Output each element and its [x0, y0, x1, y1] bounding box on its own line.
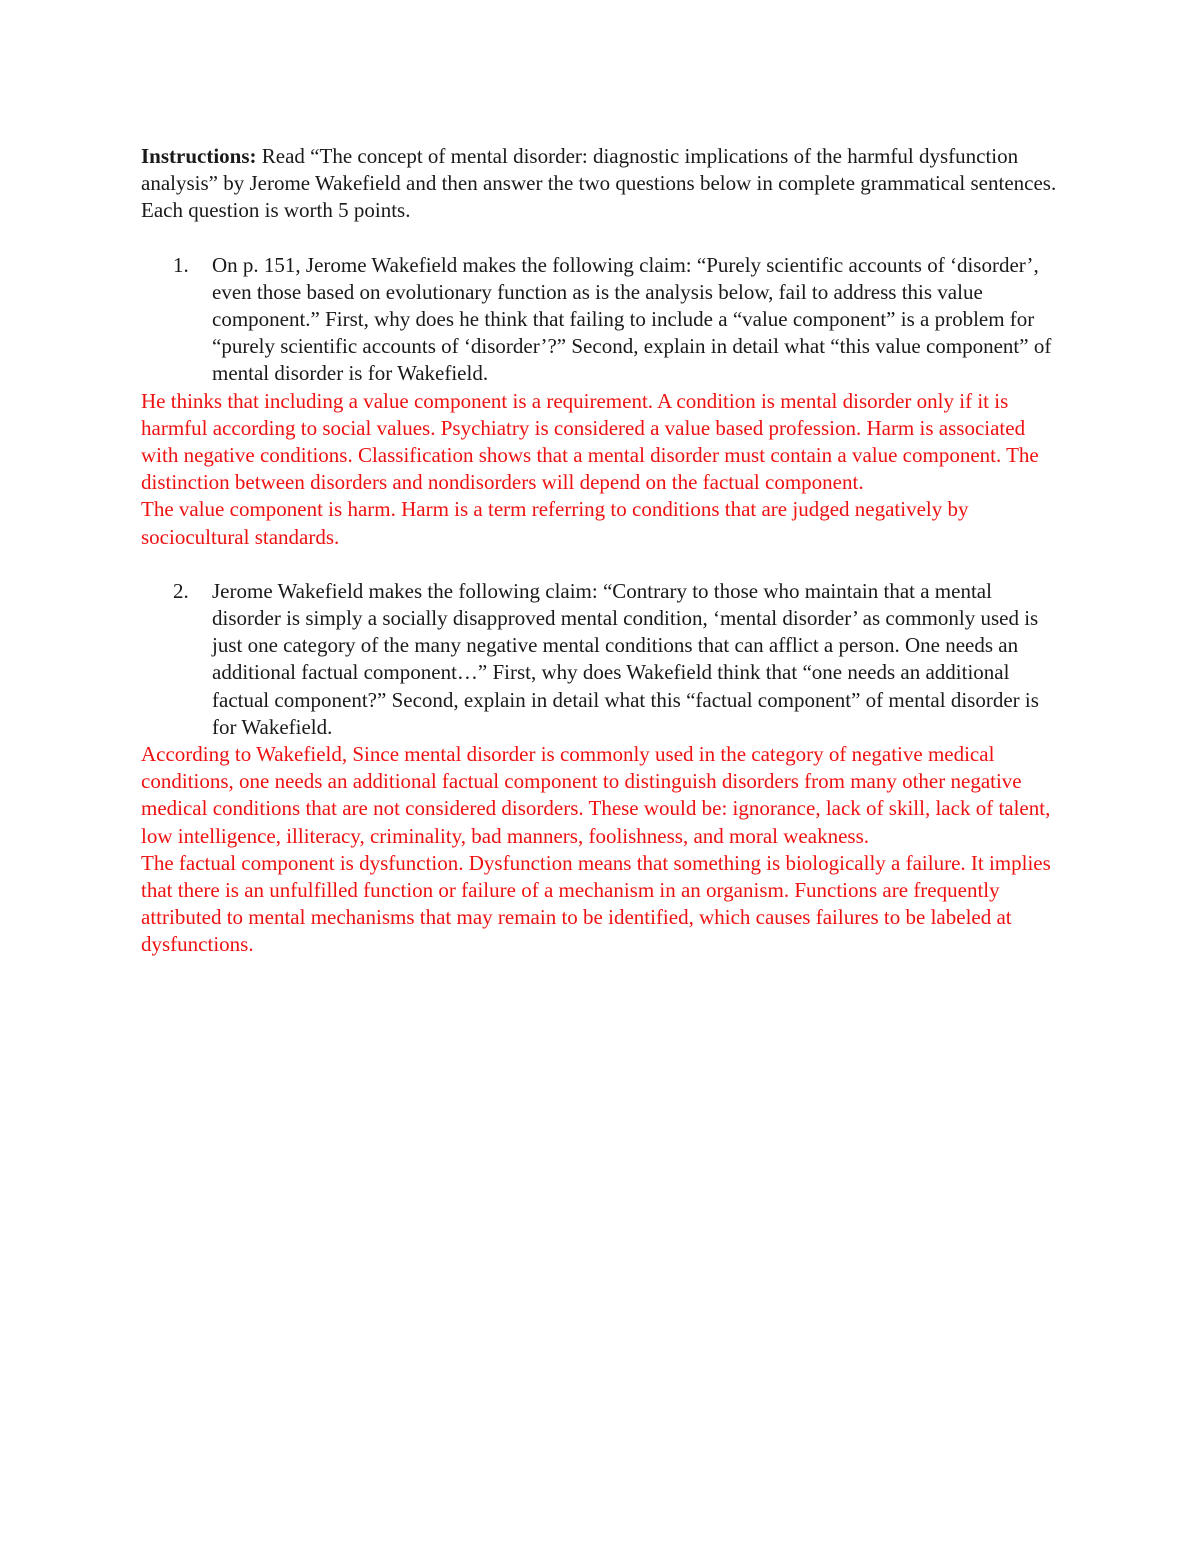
document-body: [141, 143, 1066, 959]
answer-paragraph: According to Wakefield, Since mental disorder is commonly used in the category of negative medical conditions, one needs an additional factual component to distinguish disorders from many other negative medical conditions that are not considered disorders. These would be: ignorance, lack of skill, lack of talent, low intelligence, illiteracy, criminality, bad manners, foolishness, and moral weakness.: [141, 742, 1051, 848]
question-number: 1.: [173, 252, 189, 277]
question-text: On p. 151, Jerome Wakefield makes the following claim: “Purely scientific accounts of ‘disorder’, even those based on evolutionary function as is the analysis below, fail to address this value component.” First, why does he think that failing to include a “value component” is a problem for “purely scientific accounts of ‘disorder’?” Second, explain in detail what “this value component” of mental disorder is for Wakefield.: [212, 252, 1052, 386]
question-2: [141, 578, 1066, 741]
answer-paragraph: The factual component is dysfunction. Dysfunction means that something is biologically a failure. It implies that there is an unfulfilled function or failure of a mechanism in an organism. Functions are frequently attributed to mental mechanisms that may remain to be identified, which causes failures to be labeled at dysfunctions.: [141, 850, 1051, 957]
question-text: Jerome Wakefield makes the following claim: “Contrary to those who maintain that a mental disorder is simply a socially disapproved mental condition, ‘mental disorder’ as commonly used is just one category of the many negative mental conditions that can afflict a person. One needs an additional factual component…” First, why does Wakefield think that “one needs an additional factual component?” Second, explain in detail what this “factual component” of mental disorder is for Wakefield.: [212, 578, 1039, 739]
question-number: 2.: [173, 578, 189, 603]
question-1: [141, 252, 1066, 388]
instructions-label: Instructions:: [141, 144, 257, 168]
answer-paragraph: The value component is harm. Harm is a term referring to conditions that are judged negatively by sociocultural standards.: [141, 497, 969, 549]
instructions-paragraph: [141, 143, 1066, 225]
answer-paragraph: He thinks that including a value component is a requirement. A condition is mental disorder only if it is harmful according to social values. Psychiatry is considered a value based profession. Harm is associated with negative conditions. Classification shows that a mental disorder must contain a value component. The distinction between disorders and nondisorders will depend on the factual component.: [141, 388, 1039, 495]
instructions-text: Read “The concept of mental disorder: diagnostic implications of the harmful dysfunction analysis” by Jerome Wakefield and then answer the two questions below in complete grammatical sentences. Each question is worth 5 points.: [141, 144, 1057, 223]
